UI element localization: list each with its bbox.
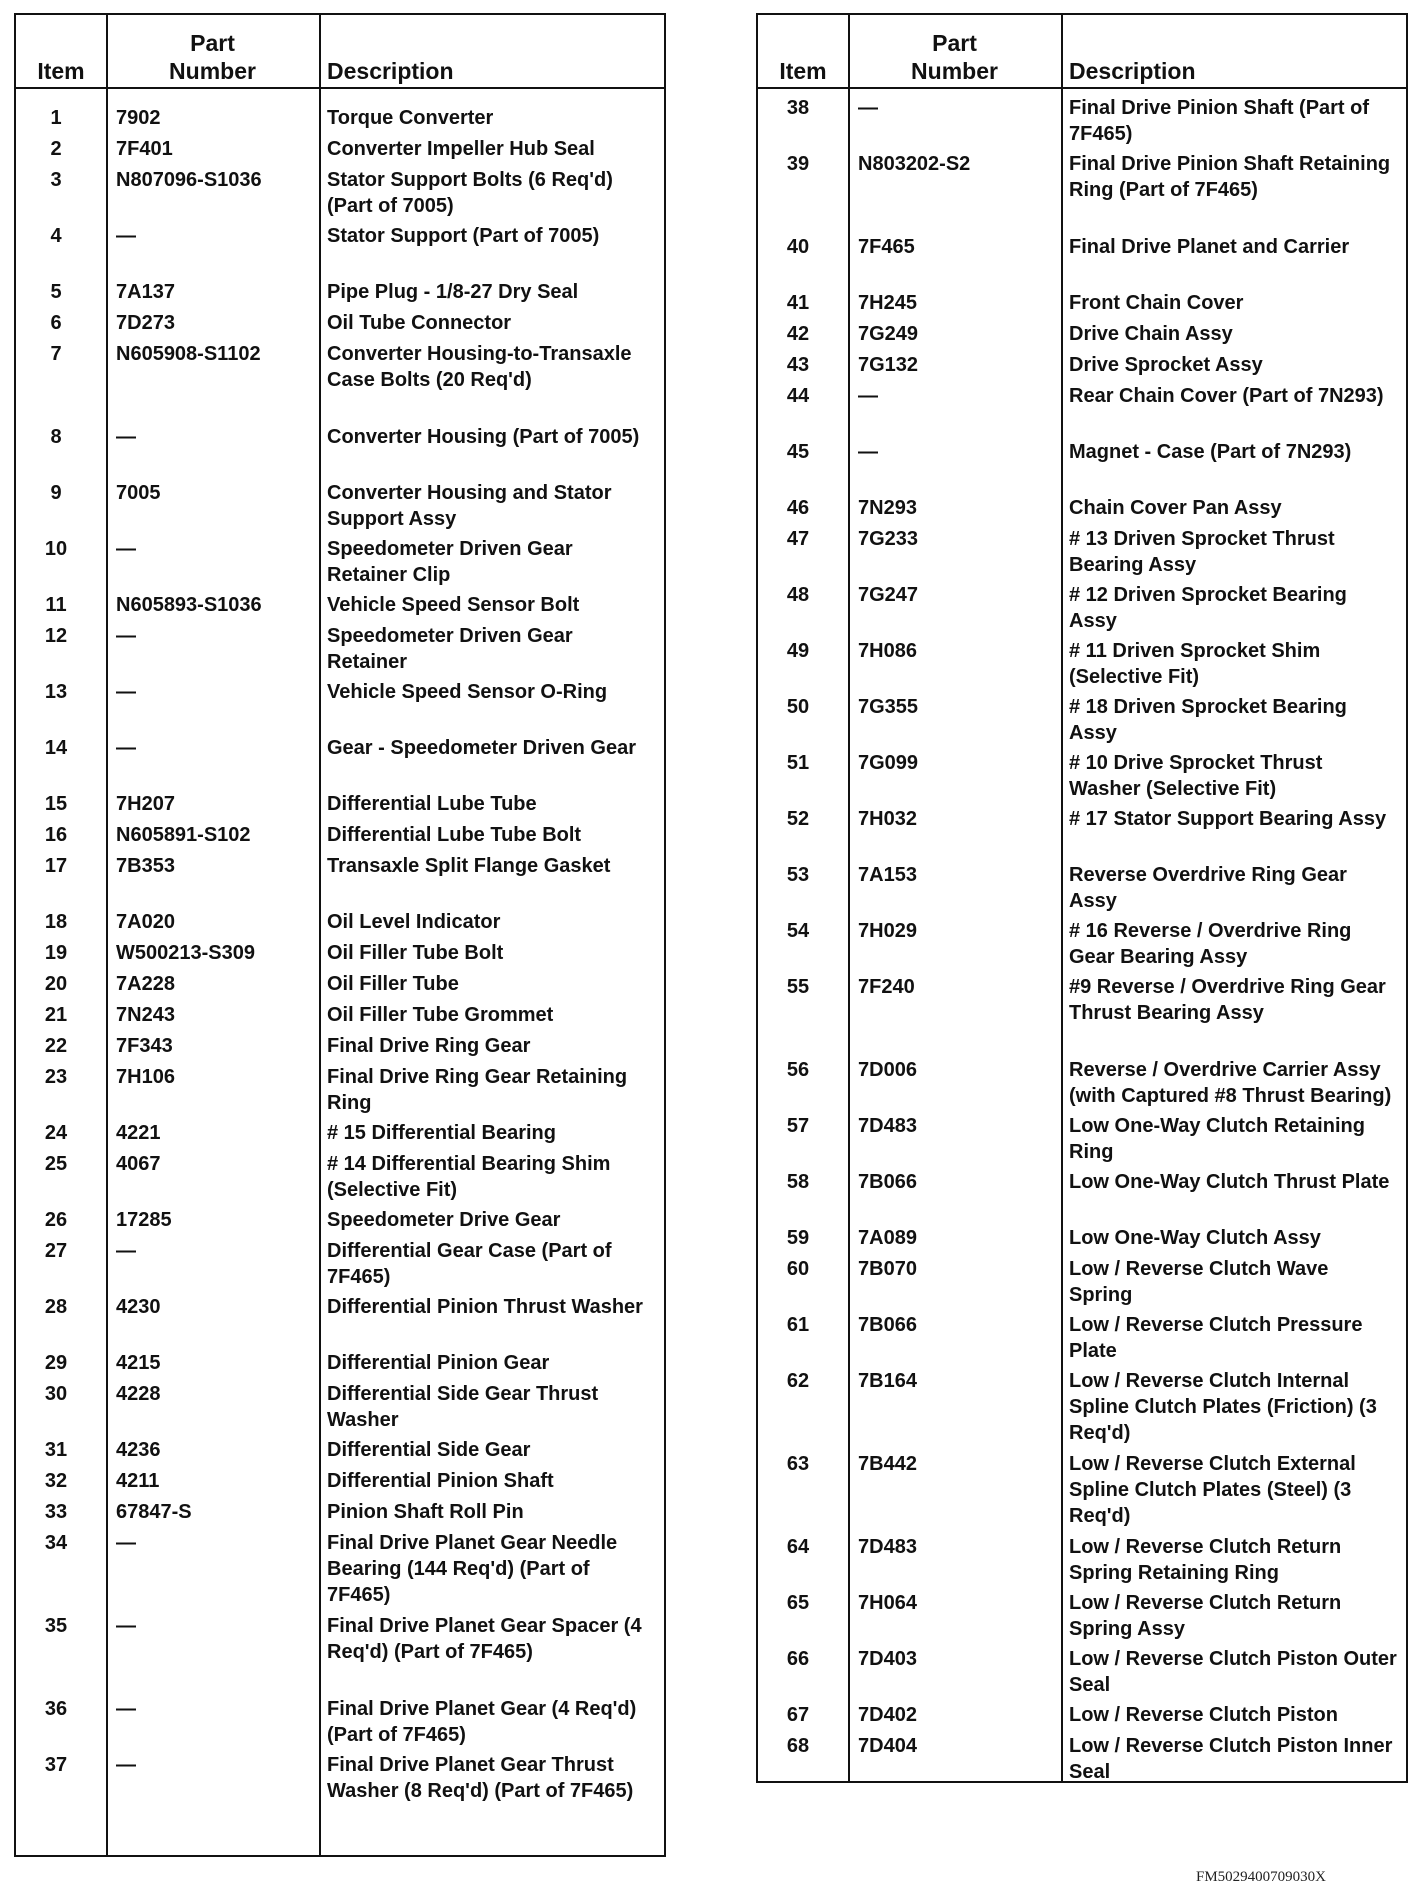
part-description: Final Drive Planet Gear Spacer (4 Req'd) (Part of 7F465) bbox=[327, 1615, 642, 1663]
item-number: 18 bbox=[44, 911, 68, 933]
item-number: 3 bbox=[50, 169, 62, 191]
part-description: Reverse / Overdrive Carrier Assy (with Captured #8 Thrust Bearing) bbox=[1069, 1059, 1392, 1107]
item-number: 68 bbox=[786, 1735, 810, 1757]
part-number: 7F343 bbox=[116, 1035, 173, 1057]
part-number: — bbox=[858, 97, 878, 119]
part-description: Chain Cover Pan Assy bbox=[1069, 497, 1282, 519]
part-description: Final Drive Pinion Shaft Retaining Ring (Part of 7F465) bbox=[1069, 153, 1391, 201]
part-description: Differential Pinion Gear bbox=[327, 1352, 550, 1374]
part-number: 7A137 bbox=[116, 281, 175, 303]
item-number: 14 bbox=[44, 737, 68, 759]
item-number: 30 bbox=[44, 1383, 68, 1405]
part-number: 4211 bbox=[116, 1470, 160, 1492]
part-number: 4230 bbox=[116, 1296, 161, 1318]
item-number: 60 bbox=[786, 1258, 810, 1280]
item-number: 54 bbox=[786, 920, 810, 942]
part-number: 7A089 bbox=[858, 1227, 917, 1249]
part-description: Differential Side Gear Thrust Washer bbox=[327, 1383, 599, 1431]
header-part-number bbox=[848, 29, 1061, 85]
part-description: Low One-Way Clutch Assy bbox=[1069, 1227, 1321, 1249]
item-number: 4 bbox=[50, 225, 62, 247]
part-number: 7F465 bbox=[858, 236, 915, 258]
part-number: 7F240 bbox=[858, 976, 915, 998]
part-description: Low / Reverse Clutch Wave Spring bbox=[1069, 1258, 1329, 1306]
part-description: Rear Chain Cover (Part of 7N293) bbox=[1069, 385, 1384, 407]
item-number: 16 bbox=[44, 824, 68, 846]
part-description: Vehicle Speed Sensor O-Ring bbox=[327, 681, 608, 703]
item-number: 58 bbox=[786, 1171, 810, 1193]
item-number: 47 bbox=[786, 528, 810, 550]
part-description: Low / Reverse Clutch Pressure Plate bbox=[1069, 1314, 1363, 1362]
part-number: 67847-S bbox=[116, 1501, 192, 1523]
item-number: 63 bbox=[786, 1453, 810, 1475]
item-number: 26 bbox=[44, 1209, 68, 1231]
part-description: Front Chain Cover bbox=[1069, 292, 1244, 314]
part-number: 4228 bbox=[116, 1383, 161, 1405]
part-number: — bbox=[116, 1754, 136, 1776]
item-number: 50 bbox=[786, 696, 810, 718]
part-number: 7B164 bbox=[858, 1370, 917, 1392]
item-number: 36 bbox=[44, 1698, 68, 1720]
part-description: Converter Housing-to-Transaxle Case Bolts (20 Req'd) bbox=[327, 343, 632, 391]
part-description: Low / Reverse Clutch External Spline Clutch Plates (Steel) (3 Req'd) bbox=[1069, 1453, 1356, 1527]
part-number: 7A228 bbox=[116, 973, 175, 995]
part-description: Differential Pinion Thrust Washer bbox=[327, 1296, 643, 1318]
column-divider bbox=[319, 15, 321, 1855]
item-number: 37 bbox=[44, 1754, 68, 1776]
part-description: Final Drive Ring Gear Retaining Ring bbox=[327, 1066, 628, 1114]
item-number: 62 bbox=[786, 1370, 810, 1392]
item-number: 27 bbox=[44, 1240, 68, 1262]
part-number: 7G355 bbox=[858, 696, 919, 718]
part-number: 7B066 bbox=[858, 1314, 917, 1336]
item-number: 2 bbox=[50, 138, 62, 160]
part-description: Magnet - Case (Part of 7N293) bbox=[1069, 441, 1352, 463]
item-number: 17 bbox=[44, 855, 68, 877]
part-number: 7G233 bbox=[858, 528, 919, 550]
item-number: 20 bbox=[44, 973, 68, 995]
part-number: 7005 bbox=[116, 482, 161, 504]
item-number: 61 bbox=[786, 1314, 810, 1336]
item-number: 1 bbox=[50, 107, 62, 129]
part-description: Low / Reverse Clutch Return Spring Retaining Ring bbox=[1069, 1536, 1342, 1584]
part-description: Low One-Way Clutch Retaining Ring bbox=[1069, 1115, 1365, 1163]
part-number: 7D402 bbox=[858, 1704, 917, 1726]
part-description: Low / Reverse Clutch Piston Inner Seal bbox=[1069, 1735, 1393, 1783]
item-number: 8 bbox=[50, 426, 62, 448]
part-description: Differential Pinion Shaft bbox=[327, 1470, 554, 1492]
part-number: 7H032 bbox=[858, 808, 917, 830]
part-description: Pipe Plug - 1/8-27 Dry Seal bbox=[327, 281, 579, 303]
item-number: 43 bbox=[786, 354, 810, 376]
part-number: 7D404 bbox=[858, 1735, 917, 1757]
item-number: 13 bbox=[44, 681, 68, 703]
part-description: # 11 Driven Sprocket Shim (Selective Fit) bbox=[1069, 640, 1321, 688]
column-divider bbox=[1061, 15, 1063, 1781]
header-item: Item bbox=[37, 58, 85, 84]
item-number: 5 bbox=[50, 281, 62, 303]
part-number: N605891-S102 bbox=[116, 824, 251, 846]
header-item: Item bbox=[779, 58, 827, 84]
part-description: Final Drive Ring Gear bbox=[327, 1035, 531, 1057]
part-number: — bbox=[116, 538, 136, 560]
part-description: #9 Reverse / Overdrive Ring Gear Thrust Bearing Assy bbox=[1069, 976, 1386, 1024]
part-description: Low / Reverse Clutch Piston bbox=[1069, 1704, 1338, 1726]
column-divider bbox=[106, 15, 108, 1855]
part-number: 7A153 bbox=[858, 864, 917, 886]
part-number: 7902 bbox=[116, 107, 161, 129]
table-header bbox=[16, 15, 664, 89]
part-description: Final Drive Planet Gear Thrust Washer (8 Req'd) (Part of 7F465) bbox=[327, 1754, 634, 1802]
part-description: Oil Tube Connector bbox=[327, 312, 512, 334]
part-number: — bbox=[116, 1615, 136, 1637]
part-description: # 18 Driven Sprocket Bearing Assy bbox=[1069, 696, 1347, 744]
part-description: Differential Lube Tube Bolt bbox=[327, 824, 582, 846]
part-description: Oil Filler Tube bbox=[327, 973, 459, 995]
part-description: Converter Impeller Hub Seal bbox=[327, 138, 595, 160]
item-number: 49 bbox=[786, 640, 810, 662]
item-number: 42 bbox=[786, 323, 810, 345]
header-description: Description bbox=[1069, 58, 1196, 84]
part-number: N605893-S1036 bbox=[116, 594, 262, 616]
part-number: 7D483 bbox=[858, 1115, 917, 1137]
item-number: 48 bbox=[786, 584, 810, 606]
item-number: 22 bbox=[44, 1035, 68, 1057]
part-description: Vehicle Speed Sensor Bolt bbox=[327, 594, 580, 616]
column-divider bbox=[848, 15, 850, 1781]
part-description: Final Drive Planet Gear (4 Req'd) (Part of 7F465) bbox=[327, 1698, 637, 1746]
part-description: Differential Gear Case (Part of 7F465) bbox=[327, 1240, 612, 1288]
item-number: 6 bbox=[50, 312, 62, 334]
part-description: Gear - Speedometer Driven Gear bbox=[327, 737, 637, 759]
part-description: # 13 Driven Sprocket Thrust Bearing Assy bbox=[1069, 528, 1335, 576]
item-number: 25 bbox=[44, 1153, 68, 1175]
part-number: — bbox=[116, 1698, 136, 1720]
part-description: Reverse Overdrive Ring Gear Assy bbox=[1069, 864, 1347, 912]
item-number: 31 bbox=[44, 1439, 68, 1461]
part-number: 7D273 bbox=[116, 312, 175, 334]
item-number: 46 bbox=[786, 497, 810, 519]
part-number: 7B442 bbox=[858, 1453, 917, 1475]
parts-table-left bbox=[14, 13, 666, 1857]
part-description: Differential Lube Tube bbox=[327, 793, 537, 815]
part-number: — bbox=[116, 1240, 136, 1262]
part-description: # 12 Driven Sprocket Bearing Assy bbox=[1069, 584, 1347, 632]
item-number: 53 bbox=[786, 864, 810, 886]
part-description: Oil Level Indicator bbox=[327, 911, 501, 933]
item-number: 23 bbox=[44, 1066, 68, 1088]
item-number: 44 bbox=[786, 385, 810, 407]
header-part-line1: Part bbox=[932, 30, 977, 56]
item-number: 29 bbox=[44, 1352, 68, 1374]
item-number: 40 bbox=[786, 236, 810, 258]
part-description: # 16 Reverse / Overdrive Ring Gear Bearing Assy bbox=[1069, 920, 1352, 968]
part-description: # 10 Drive Sprocket Thrust Washer (Selective Fit) bbox=[1069, 752, 1323, 800]
part-number: 7N293 bbox=[858, 497, 917, 519]
item-number: 65 bbox=[786, 1592, 810, 1614]
item-number: 55 bbox=[786, 976, 810, 998]
part-number: 7G247 bbox=[858, 584, 919, 606]
part-description: Drive Sprocket Assy bbox=[1069, 354, 1263, 376]
item-number: 24 bbox=[44, 1122, 68, 1144]
header-part-line1: Part bbox=[190, 30, 235, 56]
header-part-number bbox=[106, 29, 319, 85]
part-description: Oil Filler Tube Bolt bbox=[327, 942, 504, 964]
part-number: 4221 bbox=[116, 1122, 161, 1144]
part-description: Oil Filler Tube Grommet bbox=[327, 1004, 554, 1026]
item-number: 19 bbox=[44, 942, 68, 964]
table-header bbox=[758, 15, 1406, 89]
item-number: 10 bbox=[44, 538, 68, 560]
part-number: N605908-S1102 bbox=[116, 343, 261, 365]
part-number: 7H245 bbox=[858, 292, 917, 314]
part-number: — bbox=[116, 737, 136, 759]
item-number: 35 bbox=[44, 1615, 68, 1637]
part-number: 4236 bbox=[116, 1439, 161, 1461]
item-number: 15 bbox=[44, 793, 68, 815]
part-number: N803202-S2 bbox=[858, 153, 971, 175]
part-number: — bbox=[858, 385, 878, 407]
item-number: 66 bbox=[786, 1648, 810, 1670]
item-number: 9 bbox=[50, 482, 62, 504]
item-number: 21 bbox=[44, 1004, 68, 1026]
part-number: — bbox=[116, 1532, 136, 1554]
part-description: Stator Support Bolts (6 Req'd) (Part of 7005) bbox=[327, 169, 613, 217]
item-number: 11 bbox=[45, 594, 67, 616]
item-number: 67 bbox=[786, 1704, 810, 1726]
part-description: Speedometer Driven Gear Retainer Clip bbox=[327, 538, 573, 586]
parts-table-right bbox=[756, 13, 1408, 1783]
part-description: Torque Converter bbox=[327, 107, 494, 129]
part-number: — bbox=[116, 625, 136, 647]
part-number: 4067 bbox=[116, 1153, 161, 1175]
part-description: Converter Housing (Part of 7005) bbox=[327, 426, 640, 448]
part-description: Low / Reverse Clutch Internal Spline Clutch Plates (Friction) (3 Req'd) bbox=[1069, 1370, 1377, 1444]
part-number: 7H086 bbox=[858, 640, 917, 662]
item-number: 12 bbox=[44, 625, 68, 647]
part-description: Low / Reverse Clutch Piston Outer Seal bbox=[1069, 1648, 1397, 1696]
part-description: # 17 Stator Support Bearing Assy bbox=[1069, 808, 1387, 830]
part-description: Speedometer Driven Gear Retainer bbox=[327, 625, 573, 673]
part-number: 7B066 bbox=[858, 1171, 917, 1193]
part-number: 7H029 bbox=[858, 920, 917, 942]
part-description: # 14 Differential Bearing Shim (Selective Fit) bbox=[327, 1153, 611, 1201]
part-number: N807096-S1036 bbox=[116, 169, 262, 191]
part-number: 7B353 bbox=[116, 855, 175, 877]
part-description: # 15 Differential Bearing bbox=[327, 1122, 556, 1144]
part-description: Final Drive Planet Gear Needle Bearing (144 Req'd) (Part of 7F465) bbox=[327, 1532, 618, 1606]
part-description: Speedometer Drive Gear bbox=[327, 1209, 561, 1231]
part-description: Converter Housing and Stator Support Assy bbox=[327, 482, 612, 530]
item-number: 59 bbox=[786, 1227, 810, 1249]
item-number: 39 bbox=[786, 153, 810, 175]
item-number: 57 bbox=[786, 1115, 810, 1137]
item-number: 38 bbox=[786, 97, 810, 119]
part-number: 4215 bbox=[116, 1352, 161, 1374]
part-number: 7H106 bbox=[116, 1066, 175, 1088]
header-description: Description bbox=[327, 58, 454, 84]
item-number: 41 bbox=[786, 292, 810, 314]
part-number: — bbox=[116, 225, 136, 247]
header-part-line2: Number bbox=[169, 58, 256, 84]
part-number: 7H064 bbox=[858, 1592, 917, 1614]
part-number: 7A020 bbox=[116, 911, 175, 933]
part-number: W500213-S309 bbox=[116, 942, 255, 964]
part-number: — bbox=[116, 681, 136, 703]
item-number: 64 bbox=[786, 1536, 810, 1558]
part-description: Final Drive Planet and Carrier bbox=[1069, 236, 1350, 258]
item-number: 7 bbox=[50, 343, 62, 365]
part-description: Transaxle Split Flange Gasket bbox=[327, 855, 611, 877]
part-description: Low / Reverse Clutch Return Spring Assy bbox=[1069, 1592, 1342, 1640]
part-number: 7B070 bbox=[858, 1258, 917, 1280]
part-number: 7H207 bbox=[116, 793, 175, 815]
part-number: 7G132 bbox=[858, 354, 919, 376]
item-number: 52 bbox=[786, 808, 810, 830]
part-number: 7D403 bbox=[858, 1648, 917, 1670]
item-number: 45 bbox=[786, 441, 810, 463]
figure-code: FM5029400709030X bbox=[1196, 1869, 1327, 1885]
part-number: — bbox=[858, 441, 878, 463]
part-description: Differential Side Gear bbox=[327, 1439, 531, 1461]
item-number: 51 bbox=[786, 752, 810, 774]
header-part-line2: Number bbox=[911, 58, 998, 84]
item-number: 33 bbox=[44, 1501, 68, 1523]
part-number: 7D006 bbox=[858, 1059, 917, 1081]
part-number: 7N243 bbox=[116, 1004, 175, 1026]
part-description: Pinion Shaft Roll Pin bbox=[327, 1501, 524, 1523]
part-description: Drive Chain Assy bbox=[1069, 323, 1233, 345]
item-number: 56 bbox=[786, 1059, 810, 1081]
part-number: — bbox=[116, 426, 136, 448]
item-number: 28 bbox=[44, 1296, 68, 1318]
part-number: 7F401 bbox=[116, 138, 173, 160]
item-number: 32 bbox=[44, 1470, 68, 1492]
part-number: 7D483 bbox=[858, 1536, 917, 1558]
part-number: 7G249 bbox=[858, 323, 919, 345]
part-number: 17285 bbox=[116, 1209, 172, 1231]
part-description: Stator Support (Part of 7005) bbox=[327, 225, 600, 247]
item-number: 34 bbox=[44, 1532, 68, 1554]
part-number: 7G099 bbox=[858, 752, 919, 774]
part-description: Final Drive Pinion Shaft (Part of 7F465) bbox=[1069, 97, 1370, 145]
part-description: Low One-Way Clutch Thrust Plate bbox=[1069, 1171, 1390, 1193]
